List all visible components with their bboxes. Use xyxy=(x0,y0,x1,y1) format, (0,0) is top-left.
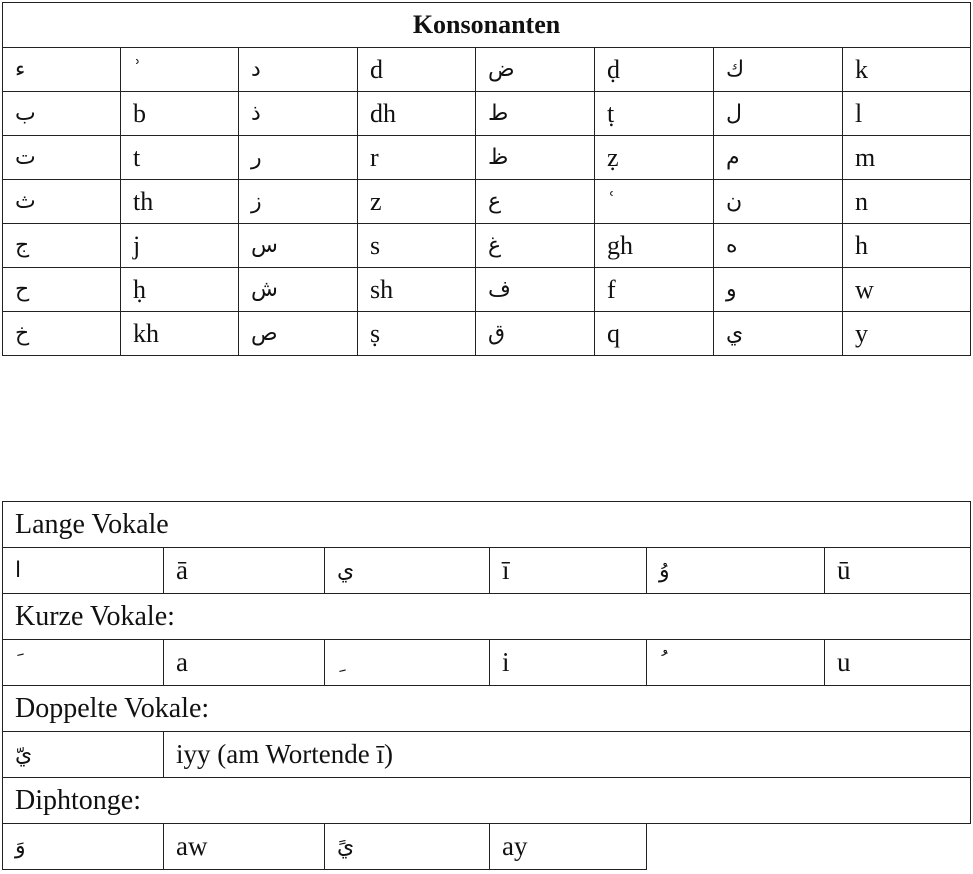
transliteration: ḍ xyxy=(595,48,714,92)
transliteration: ay xyxy=(490,824,647,870)
arabic-letter: يّ xyxy=(3,732,164,778)
arabic-letter: ذ xyxy=(239,92,358,136)
arabic-letter: ح xyxy=(3,268,121,312)
table-row xyxy=(3,224,971,268)
transliteration: ā xyxy=(164,548,325,594)
transliteration: s xyxy=(358,224,476,268)
transliteration: f xyxy=(595,268,714,312)
arabic-letter: و xyxy=(714,268,843,312)
arabic-letter: ل xyxy=(714,92,843,136)
arabic-letter: ظ xyxy=(476,136,595,180)
transliteration: ẓ xyxy=(595,136,714,180)
arabic-letter: وُ xyxy=(647,548,825,594)
transliteration: b xyxy=(121,92,239,136)
transliteration: ī xyxy=(490,548,647,594)
transliteration: u xyxy=(825,640,971,686)
transliteration: l xyxy=(843,92,971,136)
transliteration: y xyxy=(843,312,971,356)
arabic-letter: ض xyxy=(476,48,595,92)
table-row xyxy=(3,732,971,778)
transliteration: a xyxy=(164,640,325,686)
transliteration: m xyxy=(843,136,971,180)
consonants-table xyxy=(2,2,971,356)
table-row xyxy=(3,640,971,686)
arabic-diacritic xyxy=(3,640,164,686)
table-row xyxy=(3,824,971,870)
arabic-letter: غ xyxy=(476,224,595,268)
arabic-letter: يً xyxy=(325,824,490,870)
empty-cell xyxy=(647,824,971,870)
long-vowels-heading: Lange Vokale xyxy=(3,502,971,548)
transliteration: kh xyxy=(121,312,239,356)
arabic-letter: ت xyxy=(3,136,121,180)
arabic-letter: ي xyxy=(325,548,490,594)
arabic-letter: ء xyxy=(3,48,121,92)
transliteration: sh xyxy=(358,268,476,312)
arabic-letter: ط xyxy=(476,92,595,136)
arabic-letter: ه xyxy=(714,224,843,268)
arabic-letter: خ xyxy=(3,312,121,356)
transliteration: d xyxy=(358,48,476,92)
transliteration: h xyxy=(843,224,971,268)
arabic-letter: ي xyxy=(714,312,843,356)
transliteration: ṭ xyxy=(595,92,714,136)
arabic-letter: ز xyxy=(239,180,358,224)
arabic-letter: س xyxy=(239,224,358,268)
arabic-letter: ث xyxy=(3,180,121,224)
transliteration: w xyxy=(843,268,971,312)
transliteration: aw xyxy=(164,824,325,870)
transliteration: i xyxy=(490,640,647,686)
transliteration: ʾ xyxy=(121,48,239,92)
transliteration: n xyxy=(843,180,971,224)
arabic-letter: ا xyxy=(3,548,164,594)
transliteration: gh xyxy=(595,224,714,268)
short-vowels-heading: Kurze Vokale: xyxy=(3,594,971,640)
arabic-letter: ن xyxy=(714,180,843,224)
vowels-table xyxy=(2,501,971,870)
arabic-letter: ش xyxy=(239,268,358,312)
transliteration: r xyxy=(358,136,476,180)
diphthongs-heading: Diphtonge: xyxy=(3,778,971,824)
arabic-letter: ب xyxy=(3,92,121,136)
transliteration: ʿ xyxy=(595,180,714,224)
transliteration: j xyxy=(121,224,239,268)
arabic-letter: ج xyxy=(3,224,121,268)
arabic-letter: ر xyxy=(239,136,358,180)
transliteration: ḥ xyxy=(121,268,239,312)
transliteration: z xyxy=(358,180,476,224)
table-row xyxy=(3,136,971,180)
table-row xyxy=(3,92,971,136)
arabic-diacritic xyxy=(325,640,490,686)
consonants-title: Konsonanten xyxy=(3,3,971,48)
arabic-diacritic xyxy=(647,640,825,686)
arabic-letter: د xyxy=(239,48,358,92)
table-row xyxy=(3,548,971,594)
transliteration: ṣ xyxy=(358,312,476,356)
arabic-letter: ق xyxy=(476,312,595,356)
arabic-letter: وَ xyxy=(3,824,164,870)
table-row xyxy=(3,312,971,356)
transliteration: t xyxy=(121,136,239,180)
arabic-letter: ف xyxy=(476,268,595,312)
arabic-letter: ع xyxy=(476,180,595,224)
transliteration: th xyxy=(121,180,239,224)
arabic-letter: ك xyxy=(714,48,843,92)
transliteration: q xyxy=(595,312,714,356)
transliteration: k xyxy=(843,48,971,92)
table-row xyxy=(3,180,971,224)
double-vowels-heading: Doppelte Vokale: xyxy=(3,686,971,732)
arabic-letter: ص xyxy=(239,312,358,356)
transliteration: iyy (am Wortende ī) xyxy=(164,732,971,778)
arabic-letter: م xyxy=(714,136,843,180)
table-row xyxy=(3,48,971,92)
table-row xyxy=(3,268,971,312)
transliteration: ū xyxy=(825,548,971,594)
transliteration: dh xyxy=(358,92,476,136)
